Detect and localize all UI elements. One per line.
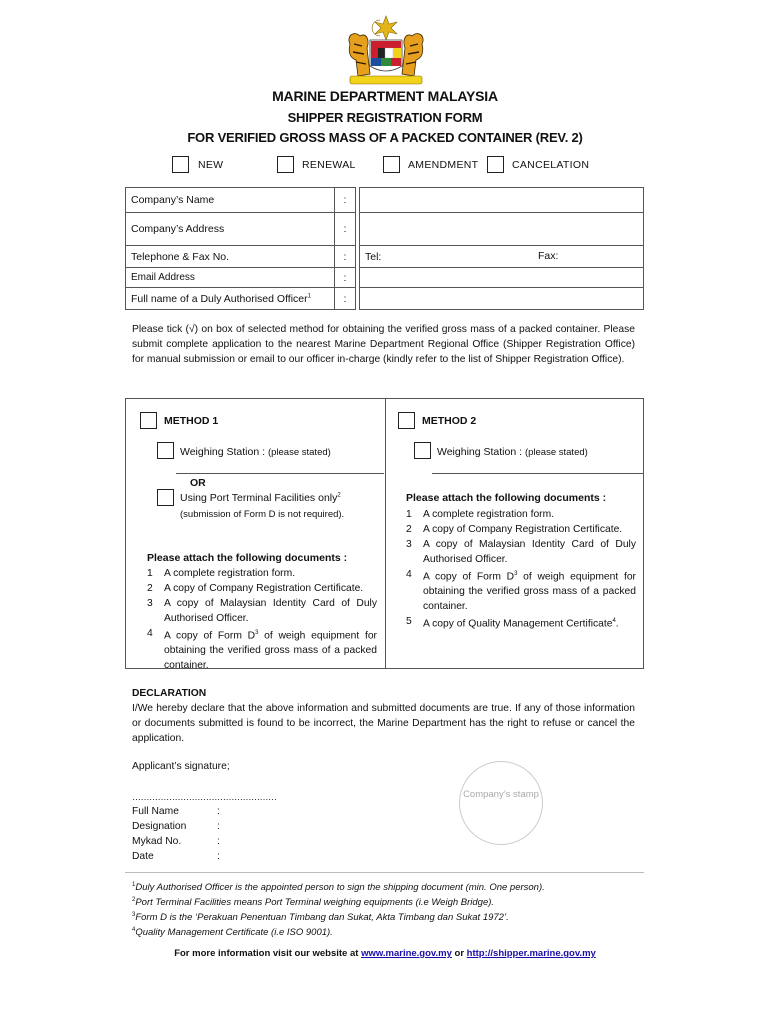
footnotes bbox=[132, 879, 545, 940]
company-info-table bbox=[125, 187, 644, 310]
tel-label: Tel: bbox=[365, 250, 382, 263]
colon: : bbox=[335, 268, 356, 288]
declaration-title: DECLARATION bbox=[132, 688, 207, 699]
footnote-1: $^1$Duly Authorised Officer is the appointed person to sign the shipping document (min. One person). bbox=[132, 882, 545, 894]
method1-attach-title: Please attach the following documents : bbox=[147, 552, 348, 564]
form-d-note: (submission of Form D is not required). bbox=[180, 509, 345, 520]
list-item: 5 A copy of Quality Management Certificate$^4$. bbox=[406, 616, 619, 630]
list-item: 4 A copy of Form $D^3$ of weigh equipment for obtaining the verified gross mass of a packed container. bbox=[147, 628, 377, 672]
shipper-website-link[interactable]: http://shipper.marine.gov.my bbox=[466, 948, 596, 959]
signature-fields: Full Name : Designation : Mykad No. : Date : bbox=[132, 806, 220, 862]
mykad-label: Mykad No. bbox=[132, 836, 182, 847]
method2-weighing-label: Weighing Station : (please stated) bbox=[437, 446, 588, 458]
renewal-label: RENEWAL bbox=[302, 159, 356, 171]
form-title-department: MARINE DEPARTMENT MALAYSIA bbox=[272, 88, 498, 104]
company-stamp-placeholder: Company’s stamp bbox=[459, 761, 543, 845]
signature-label: Applicant’s signature; bbox=[132, 761, 230, 772]
method2-docs-list bbox=[406, 507, 636, 632]
amendment-checkbox[interactable] bbox=[383, 156, 400, 173]
designation-label: Designation bbox=[132, 821, 187, 832]
new-checkbox[interactable] bbox=[172, 156, 189, 173]
fax-label: Fax: bbox=[538, 250, 559, 262]
footnote-4: $^4$Quality Management Certificate (i.e ISO 9001). bbox=[132, 927, 333, 939]
port-terminal-checkbox[interactable] bbox=[157, 489, 174, 506]
colon: : bbox=[335, 213, 356, 246]
colon: : bbox=[335, 188, 356, 213]
date-label: Date bbox=[132, 851, 154, 862]
form-title-registration: SHIPPER REGISTRATION FORM bbox=[287, 110, 483, 125]
method2-attach-title: Please attach the following documents : bbox=[406, 492, 607, 504]
telephone-fax-label: Telephone & Fax No. bbox=[126, 246, 335, 268]
list-item: 3 A copy of Malaysian Identity Card of Duly Authorised Officer. bbox=[147, 598, 377, 624]
method2-checkbox[interactable] bbox=[398, 412, 415, 429]
list-item: 2 A copy of Company Registration Certificate. bbox=[406, 524, 623, 535]
new-label: NEW bbox=[198, 159, 224, 171]
colon: : bbox=[335, 246, 356, 268]
footnote-2: $^2$Port Terminal Facilities means Port Terminal weighing equipments (i.e Weigh Bridge). bbox=[132, 897, 495, 909]
company-address-label: Company’s Address bbox=[126, 213, 335, 246]
list-item: 1 A complete registration form. bbox=[406, 509, 555, 520]
method1-title: METHOD 1 bbox=[164, 415, 219, 427]
cancelation-label: CANCELATION bbox=[512, 159, 590, 171]
full-name-label: Full Name bbox=[132, 806, 179, 817]
marine-website-link[interactable]: www.marine.gov.my bbox=[361, 948, 452, 959]
signature-line[interactable]: …………………………………………… bbox=[132, 792, 277, 802]
method2-weighing-line bbox=[432, 473, 644, 474]
officer-name-field[interactable] bbox=[360, 288, 644, 310]
declaration-section bbox=[132, 686, 635, 746]
port-terminal-label: Using Port Terminal Facilities only$^2$ bbox=[180, 492, 341, 504]
telephone-fax-field[interactable] bbox=[360, 246, 644, 268]
form-title-vgm: FOR VERIFIED GROSS MASS OF A PACKED CONTAINER (REV. 2) bbox=[187, 130, 583, 145]
list-item: 1 A complete registration form. bbox=[147, 568, 296, 579]
company-name-label: Company’s Name bbox=[126, 188, 335, 213]
list-item: 2 A copy of Company Registration Certificate. bbox=[147, 583, 364, 594]
footnote-3: $^3$Form D is the ‘Perakuan Penentuan Timbang dan Sukat, Akta Timbang dan Sukat 1972’. bbox=[132, 912, 509, 924]
footer-info: For more information visit our website at www.marine.gov.my or http://shipper.marine.gov.my bbox=[174, 948, 596, 959]
declaration-text: I/We hereby declare that the above information and submitted documents are true. If any of those information or documents submitted is found to be incorrect, the Marine Department has the right to refuse or cancel the application. bbox=[132, 703, 635, 744]
footnote-divider bbox=[125, 872, 644, 873]
list-item: 4 A copy of Form $D^3$ of weigh equipment for obtaining the verified gross mass of a packed container. bbox=[406, 569, 636, 613]
company-address-field[interactable] bbox=[360, 213, 644, 246]
colon: : bbox=[335, 288, 356, 310]
methods-divider bbox=[385, 398, 386, 669]
method1-weighing-label: Weighing Station : (please stated) bbox=[180, 446, 331, 458]
method1-weighing-line bbox=[176, 473, 384, 474]
method1-checkbox[interactable] bbox=[140, 412, 157, 429]
email-label: Email Address bbox=[126, 268, 335, 288]
company-name-field[interactable] bbox=[360, 188, 644, 213]
list-item: 3 A copy of Malaysian Identity Card of Duly Authorised Officer. bbox=[406, 539, 636, 565]
instructions-paragraph: Please tick (√) on box of selected method for obtaining the verified gross mass of a packed container. Please submit complete application to the nearest Marine Department Regional Office (Shipper Registration Office) for manual submission or email to our officer in-charge (kindly refer to the list of Shipper Registration Office). bbox=[132, 324, 635, 365]
method2-weighing-checkbox[interactable] bbox=[414, 442, 431, 459]
method1-weighing-checkbox[interactable] bbox=[157, 442, 174, 459]
malaysia-coat-of-arms-emblem bbox=[340, 14, 432, 88]
or-label: OR bbox=[190, 477, 206, 489]
method2-title: METHOD 2 bbox=[422, 415, 477, 427]
cancelation-checkbox[interactable] bbox=[487, 156, 504, 173]
officer-name-label: Full name of a Duly Authorised Officer$^1$ bbox=[126, 288, 335, 310]
amendment-label: AMENDMENT bbox=[408, 159, 479, 171]
renewal-checkbox[interactable] bbox=[277, 156, 294, 173]
email-field[interactable] bbox=[360, 268, 644, 288]
method1-docs-list bbox=[147, 566, 377, 673]
